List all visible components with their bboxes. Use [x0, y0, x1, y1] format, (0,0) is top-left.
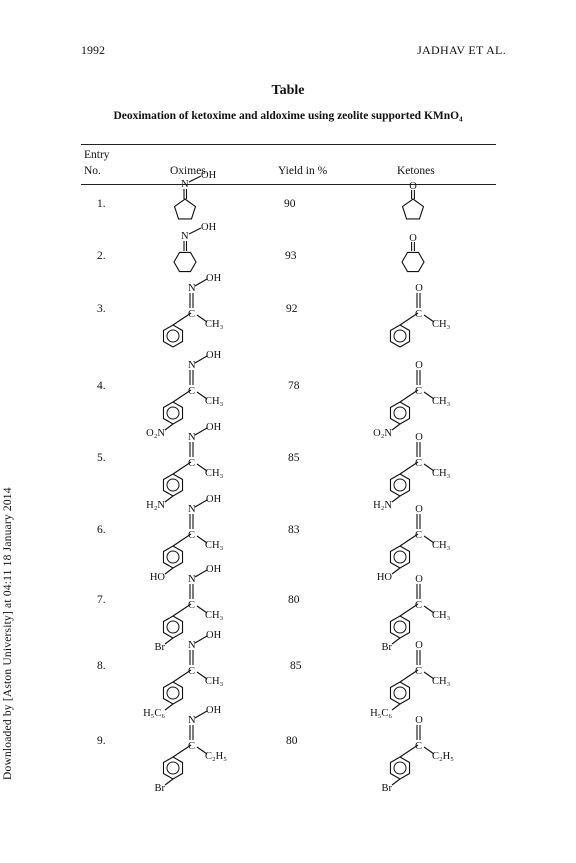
alkyl-group-label: CH₃: [205, 468, 224, 479]
alkyl-group-label: CH₃: [205, 676, 224, 687]
aromatic-circle: [167, 762, 179, 774]
cyclohexane-ring: [174, 252, 196, 271]
carbon-label: C: [415, 458, 423, 469]
oxime-nitrogen-label: N: [188, 574, 196, 585]
benzene-ring: [390, 682, 409, 704]
substituent-label: HO: [376, 572, 392, 583]
substituent-label: H₅C₆: [370, 708, 392, 719]
oxime-structure: [118, 350, 248, 439]
benzene-ring: [163, 682, 182, 704]
yield-value: 80: [288, 594, 300, 606]
entry-number: 9.: [97, 735, 106, 747]
oxime-structure: [118, 494, 248, 583]
substituent-label: Br: [381, 642, 392, 653]
substituent-label: Br: [154, 783, 165, 794]
ketone-structure: [345, 499, 475, 583]
benzene-ring: [163, 546, 182, 568]
alkyl-group-label: CH₃: [432, 676, 451, 687]
ketone-structure: [345, 427, 475, 511]
entry-number: 4.: [97, 380, 106, 392]
benzene-ring: [163, 757, 182, 779]
substituent-label: Br: [154, 642, 165, 653]
benzene-ring: [390, 546, 409, 568]
carbonyl-oxygen-label: O: [415, 574, 423, 585]
substituent-label: O₂N: [146, 428, 165, 439]
carbonyl-oxygen-label: O: [415, 432, 423, 443]
oxime-nitrogen-label: N: [188, 432, 196, 443]
column-header-entry-line1: Entry: [84, 149, 110, 161]
substituent-bond: [392, 779, 400, 785]
carbon-label: C: [188, 741, 196, 752]
carbon-label: C: [415, 386, 423, 397]
alkyl-group-label: CH₃: [205, 319, 224, 330]
table-caption: Deoximation of ketoxime and aldoxime using zeolite supported KMnO₄: [113, 110, 463, 122]
entry-number: 1.: [97, 198, 106, 210]
cyclohexane-ring: [402, 252, 424, 271]
benzene-ring: [390, 757, 409, 779]
cyclopentane-ring: [403, 199, 424, 219]
table-title: Table: [271, 83, 305, 98]
oxime-structure: [118, 273, 248, 358]
hydroxyl-label: OH: [206, 630, 222, 641]
carbonyl-oxygen-label: O: [415, 504, 423, 515]
yield-value: 78: [288, 380, 300, 392]
aromatic-circle: [394, 687, 406, 699]
hydroxyl-label: OH: [206, 422, 222, 433]
aromatic-circle: [167, 687, 179, 699]
alkyl-group-label: CH₃: [432, 468, 451, 479]
aromatic-circle: [167, 330, 179, 342]
hydroxyl-label: OH: [206, 350, 222, 361]
aromatic-circle: [167, 479, 179, 491]
aromatic-circle: [394, 551, 406, 563]
alkyl-group-label: C₂H₅: [205, 751, 227, 762]
hydroxyl-label: OH: [206, 564, 222, 575]
carbon-label: C: [415, 600, 423, 611]
carbon-label: C: [188, 666, 196, 677]
benzene-ring: [163, 402, 182, 424]
oxime-structure: [118, 422, 248, 511]
yield-value: 93: [285, 250, 297, 262]
carbon-label: C: [415, 309, 423, 320]
substituent-label: Br: [381, 783, 392, 794]
alkyl-group-label: CH₃: [432, 610, 451, 621]
carbonyl-oxygen-label: O: [409, 181, 417, 192]
carbonyl-oxygen-label: O: [409, 233, 417, 244]
oxime-nitrogen-label: N: [188, 640, 196, 651]
yield-value: 80: [286, 735, 298, 747]
column-header-ketones: Ketones: [397, 165, 435, 177]
carbon-label: C: [188, 386, 196, 397]
substituent-label: H₂N: [373, 500, 392, 511]
hydroxyl-label: OH: [201, 170, 217, 181]
benzene-ring: [390, 402, 409, 424]
aromatic-circle: [167, 621, 179, 633]
entry-number: 2.: [97, 250, 106, 262]
alkyl-group-label: CH₃: [432, 396, 451, 407]
hydroxyl-label: OH: [201, 222, 217, 233]
entry-number: 6.: [97, 524, 106, 536]
aromatic-circle: [394, 407, 406, 419]
oxime-nitrogen-label: N: [181, 231, 189, 242]
substituent-label: H₂N: [146, 500, 165, 511]
hydroxyl-label: OH: [206, 705, 222, 716]
benzene-ring: [390, 325, 409, 347]
oxime-structure: [118, 630, 248, 719]
entry-number: 7.: [97, 594, 106, 606]
carbonyl-oxygen-label: O: [415, 640, 423, 651]
table-top-rule: [81, 144, 496, 145]
benzene-ring: [163, 474, 182, 496]
alkyl-group-label: CH₃: [205, 396, 224, 407]
aromatic-circle: [394, 762, 406, 774]
oxime-structure: [118, 705, 248, 794]
yield-value: 85: [290, 660, 302, 672]
oxime-nitrogen-label: N: [188, 504, 196, 515]
yield-value: 90: [284, 198, 296, 210]
carbon-label: C: [415, 741, 423, 752]
yield-value: 83: [288, 524, 300, 536]
substituent-label: H₅C₆: [143, 708, 165, 719]
carbon-label: C: [415, 666, 423, 677]
oxime-nitrogen-label: N: [181, 179, 189, 190]
carbonyl-oxygen-label: O: [415, 360, 423, 371]
alkyl-group-label: CH₃: [205, 540, 224, 551]
column-header-yield: Yield in %: [278, 165, 328, 177]
download-watermark: Downloaded by [Aston University] at 04:11 18 January 2014: [2, 487, 14, 780]
yield-value: 92: [286, 303, 298, 315]
carbonyl-oxygen-label: O: [415, 715, 423, 726]
aromatic-circle: [394, 621, 406, 633]
ketone-structure: [345, 278, 475, 358]
hydroxyl-label: OH: [206, 494, 222, 505]
alkyl-group-label: CH₃: [432, 319, 451, 330]
aromatic-circle: [167, 407, 179, 419]
aromatic-circle: [394, 330, 406, 342]
alkyl-group-label: CH₃: [205, 610, 224, 621]
entry-number: 3.: [97, 303, 106, 315]
oxime-nitrogen-label: N: [188, 360, 196, 371]
substituent-label: HO: [149, 572, 165, 583]
carbon-label: C: [188, 600, 196, 611]
alkyl-group-label: C₂H₅: [432, 751, 454, 762]
cyclopentane-ring: [175, 199, 196, 219]
carbon-label: C: [188, 309, 196, 320]
column-header-entry-line2: No.: [84, 165, 101, 177]
yield-value: 85: [288, 452, 300, 464]
ketone-structure: [345, 710, 475, 794]
oxime-nitrogen-label: N: [188, 283, 196, 294]
aromatic-circle: [394, 479, 406, 491]
carbon-label: C: [415, 530, 423, 541]
benzene-ring: [390, 474, 409, 496]
carbonyl-oxygen-label: O: [415, 283, 423, 294]
benzene-ring: [163, 325, 182, 347]
ketone-structure: [345, 635, 475, 719]
ketone-structure: [345, 355, 475, 439]
aromatic-circle: [167, 551, 179, 563]
substituent-bond: [165, 779, 173, 785]
carbon-label: C: [188, 530, 196, 541]
substituent-label: O₂N: [373, 428, 392, 439]
running-header-authors: JADHAV ET AL.: [417, 43, 506, 57]
column-header-oximes: Oximes: [170, 165, 206, 177]
oxime-nitrogen-label: N: [188, 715, 196, 726]
alkyl-group-label: CH₃: [432, 540, 451, 551]
carbon-label: C: [188, 458, 196, 469]
page-number: 1992: [81, 43, 105, 57]
entry-number: 5.: [97, 452, 106, 464]
hydroxyl-label: OH: [206, 273, 222, 284]
entry-number: 8.: [97, 660, 106, 672]
